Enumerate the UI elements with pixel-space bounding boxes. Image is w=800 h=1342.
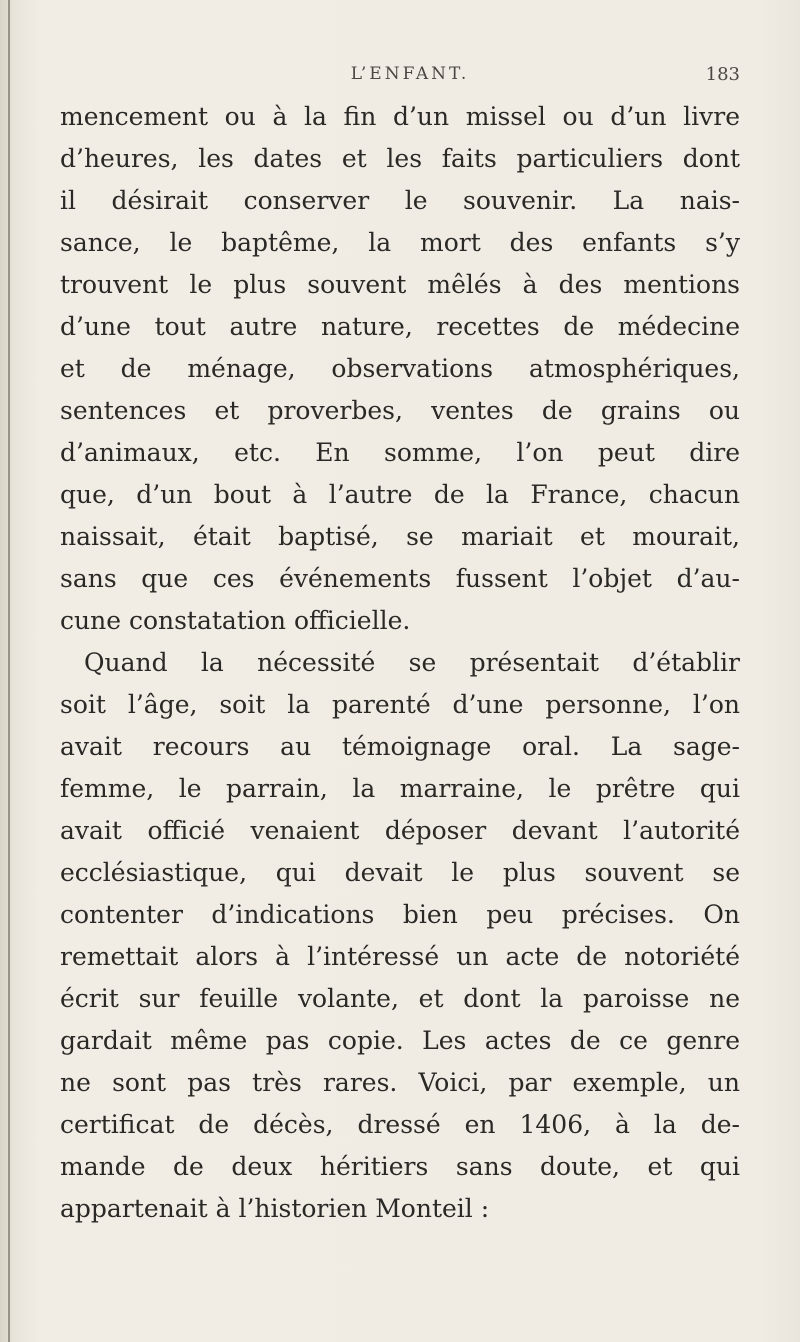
page-edge-line (8, 0, 10, 1342)
text-line: ecclésiastique, qui devait le plus souvent se (60, 858, 740, 887)
text-line: certificat de décès, dressé en 1406, à la de- (60, 1110, 740, 1139)
text-line: femme, le parrain, la marraine, le prêtre qui (60, 774, 740, 803)
running-title: L’ENFANT. (350, 64, 470, 84)
text-line: ne sont pas très rares. Voici, par exemple, un (60, 1068, 740, 1097)
paragraph-end-line: appartenait à l’historien Monteil : (60, 1194, 490, 1223)
text-line: gardait même pas copie. Les actes de ce genre (60, 1026, 740, 1055)
text-line: trouvent le plus souvent mêlés à des mentions (60, 270, 740, 299)
text-line: contenter d’indications bien peu précises. On (60, 900, 740, 929)
text-line: mande de deux héritiers sans doute, et qui (60, 1152, 740, 1181)
text-line: remettait alors à l’intéressé un acte de notoriété (60, 942, 740, 971)
text-line: avait officié venaient déposer devant l’autorité (60, 816, 740, 845)
paragraph-start-line: Quand la nécessité se présentait d’établir (84, 648, 740, 677)
page-number: 183 (705, 64, 740, 85)
text-line: d’une tout autre nature, recettes de médecine (60, 312, 740, 341)
text-line: soit l’âge, soit la parenté d’une personne, l’on (60, 690, 740, 719)
text-line: il désirait conserver le souvenir. La nais- (60, 186, 740, 215)
text-line: sans que ces événements fussent l’objet d’au- (60, 564, 740, 593)
running-head (0, 64, 800, 94)
text-line: d’heures, les dates et les faits particuliers dont (60, 144, 740, 173)
text-line: écrit sur feuille volante, et dont la paroisse ne (60, 984, 740, 1013)
text-line: sance, le baptême, la mort des enfants s’y (60, 228, 740, 257)
text-line: naissait, était baptisé, se mariait et mourait, (60, 522, 740, 551)
paragraph-end-line: cune constatation officielle. (60, 606, 411, 635)
text-line: avait recours au témoignage oral. La sage- (60, 732, 740, 761)
text-line: mencement ou à la fin d’un missel ou d’un livre (60, 102, 740, 131)
text-line: sentences et proverbes, ventes de grains ou (60, 396, 740, 425)
text-line: que, d’un bout à l’autre de la France, chacun (60, 480, 740, 509)
body-text (60, 96, 740, 1230)
text-line: d’animaux, etc. En somme, l’on peut dire (60, 438, 740, 467)
text-line: et de ménage, observations atmosphériques, (60, 354, 740, 383)
